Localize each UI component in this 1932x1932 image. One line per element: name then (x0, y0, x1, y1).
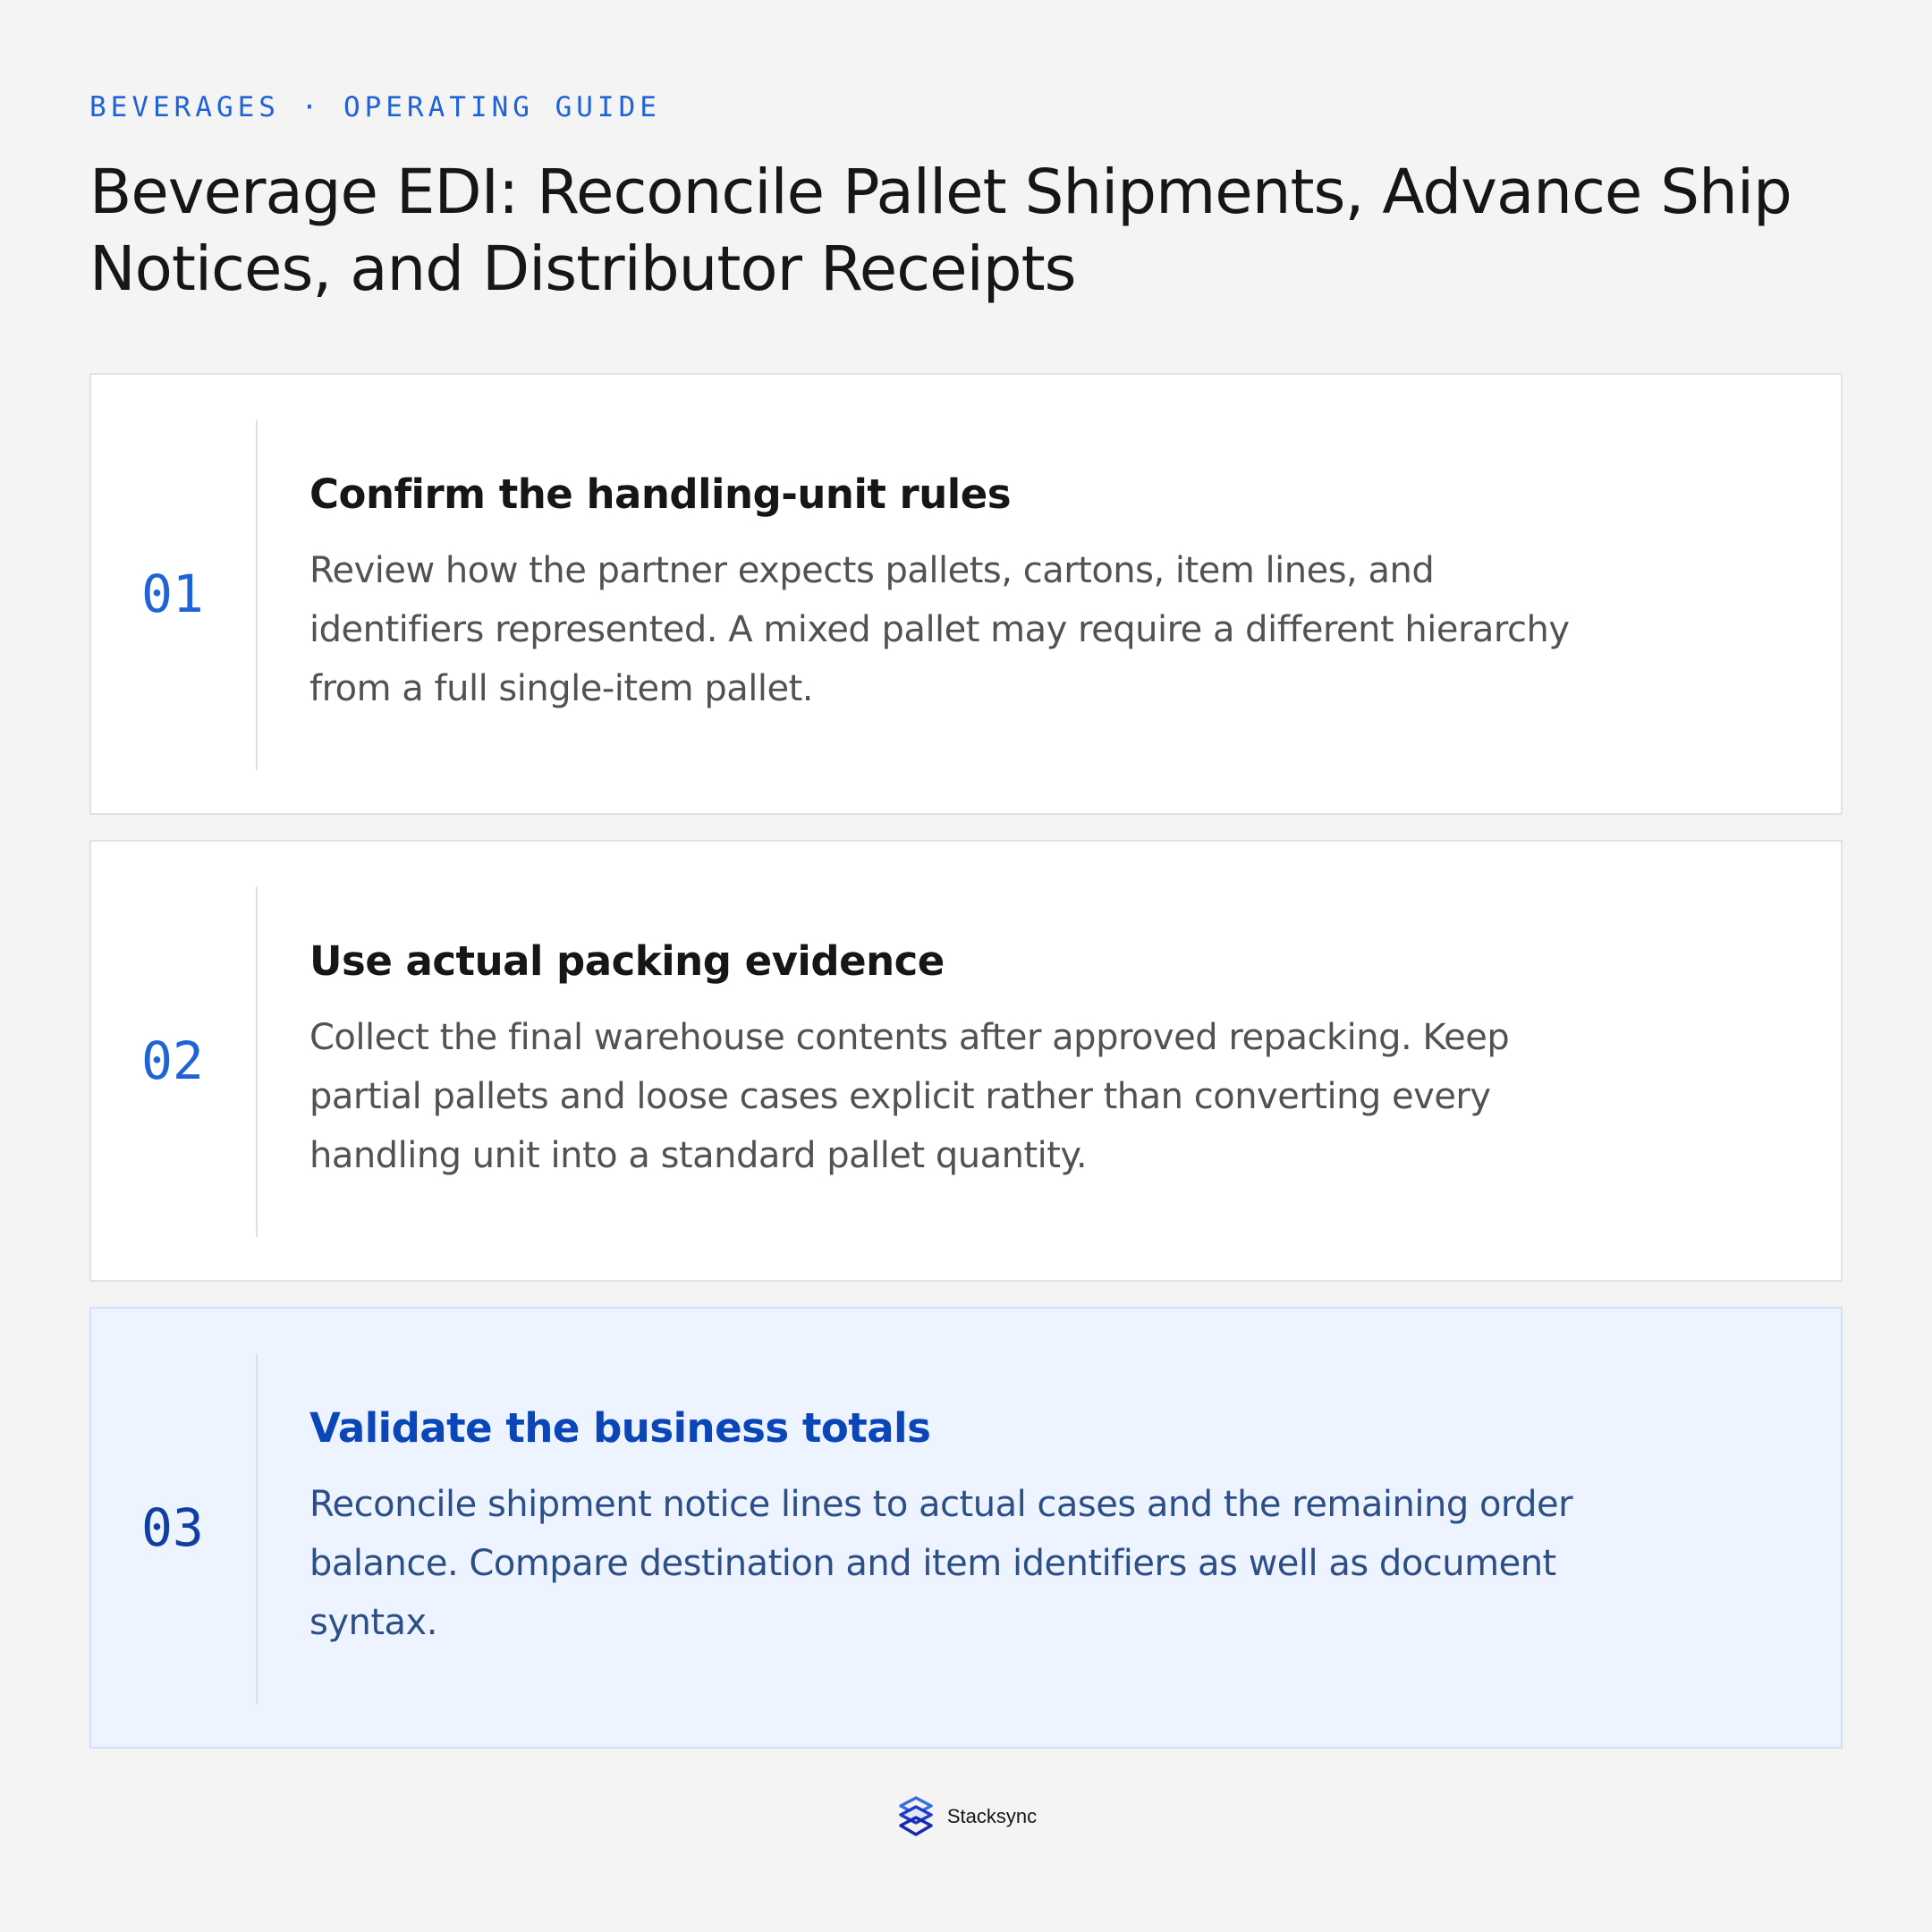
eyebrow-label: BEVERAGES · OPERATING GUIDE (89, 91, 661, 123)
step-divider (256, 1353, 258, 1704)
step-body: Collect the final warehouse contents after approved repacking. Keep partial pallets and loose cases explicit rather than converting every handling unit into a standard pallet quantity. (309, 1017, 1510, 1176)
step-divider (256, 419, 258, 770)
step-card-3 (89, 1307, 1843, 1749)
step-number: 01 (141, 564, 204, 624)
step-divider (256, 886, 258, 1237)
step-card-1 (89, 373, 1843, 815)
stacksync-logo-icon (895, 1795, 936, 1838)
step-body: Reconcile shipment notice lines to actual cases and the remaining order balance. Compare destination and item identifiers as well as document syntax. (309, 1484, 1573, 1643)
step-card-2 (89, 840, 1843, 1282)
step-number: 03 (141, 1497, 204, 1558)
step-heading: Validate the business totals (309, 1404, 931, 1452)
step-content (309, 1309, 1597, 1747)
step-content (309, 842, 1597, 1280)
step-number: 02 (141, 1030, 204, 1091)
step-content (309, 375, 1597, 813)
step-body: Review how the partner expects pallets, cartons, item lines, and identifiers represented. A mixed pallet may require a different hierarchy from a full single-item pallet. (309, 550, 1570, 709)
page-title: Beverage EDI: Reconcile Pallet Shipments, Advance Ship Notices, and Distributor Receipts (89, 157, 1792, 305)
footer-brand (0, 1795, 1932, 1838)
steps-list (89, 373, 1843, 1774)
brand-name: Stacksync (946, 1805, 1038, 1827)
step-heading: Confirm the handling-unit rules (309, 470, 1012, 518)
step-heading: Use actual packing evidence (309, 937, 945, 985)
